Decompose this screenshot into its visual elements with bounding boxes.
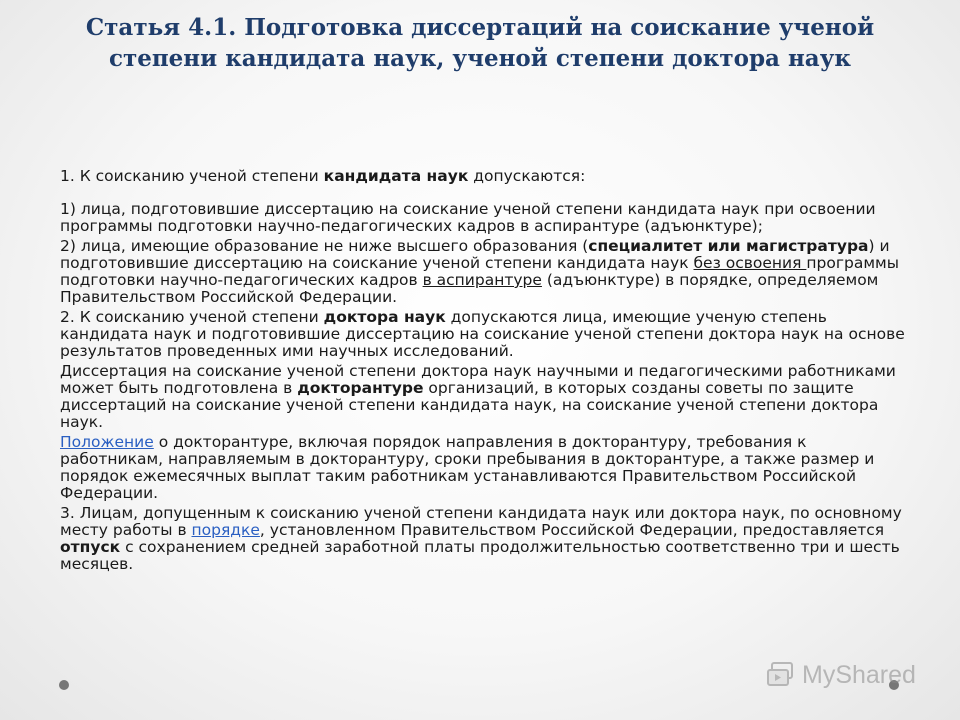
text-run: 1. К соисканию ученой степени	[60, 167, 324, 185]
text-run: допускаются лица, имеющие ученую степень кандидата наук и подготовившие диссертацию на соискание ученой степени доктора наук на основе результатов проведенных ими научных исследований.	[60, 308, 905, 360]
text-run: 2. К соисканию ученой степени	[60, 308, 324, 326]
text-run: Диссертация на соискание ученой степени доктора наук научными и педагогическими работниками может быть подготовлена в	[60, 362, 896, 397]
text-run: ) и подготовившие диссертацию на соискание ученой степени кандидата наук	[60, 237, 890, 272]
paragraph-item-1: 1) лица, подготовившие диссертацию на соискание ученой степени кандидата наук при освоении программы подготовки научно-педагогических кадров в аспирантуре (адъюнктуре);	[60, 200, 876, 235]
bold-run: кандидата наук	[323, 167, 469, 185]
page-title	[60, 12, 900, 74]
bold-run: доктора наук	[323, 308, 446, 326]
text-run: 2) лица, имеющие образование не ниже высшего образования (	[60, 237, 589, 255]
text-run: допускаются:	[468, 167, 586, 185]
bold-run: специалитет или магистратура	[588, 237, 869, 255]
paragraph-item-5	[60, 434, 908, 502]
underlined-run: в аспирантуре	[422, 271, 542, 289]
polozhenie-link[interactable]: Положение	[60, 433, 154, 451]
article-body	[60, 168, 908, 576]
text-run: (адъюнктуре) в порядке, определяемом Правительством Российской Федерации.	[60, 271, 879, 306]
underlined-run: без освоения	[693, 254, 807, 272]
poryadok-link[interactable]: порядке	[191, 521, 260, 539]
text-run: , установленном Правительством Российской Федерации, предоставляется	[259, 521, 885, 539]
text-run: с сохранением средней заработной платы продолжительностью соответственно три и шесть месяцев.	[60, 538, 900, 573]
paragraph-item-2	[60, 238, 908, 306]
bold-run: отпуск	[60, 538, 121, 556]
paragraph-item-3	[60, 309, 908, 360]
paragraph-intro	[60, 168, 908, 185]
watermark-logo-icon	[766, 660, 796, 690]
watermark-text: MyShared	[802, 660, 916, 689]
paragraph-item-6	[60, 505, 908, 573]
text-run: о докторантуре, включая порядок направления в докторантуру, требования к работникам, направляемым в докторантуру, сроки пребывания в докторантуре, а также размер и порядок ежемесячных выплат таким работникам устанавливаются Правительством Российской Федерации.	[60, 433, 875, 502]
title-line-2: степени кандидата наук, ученой степени доктора наук	[108, 45, 852, 72]
bold-run: докторантуре	[297, 379, 424, 397]
watermark	[766, 658, 916, 692]
text-run: 3. Лицам, допущенным к соисканию ученой степени кандидата наук или доктора наук, по основному месту работы в	[60, 504, 902, 539]
text-run: программы подготовки научно-педагогических кадров	[60, 254, 899, 289]
text-run: организаций, в которых созданы советы по защите диссертаций на соискание ученой степени кандидата наук, на соискание ученой степени доктора наук.	[60, 379, 879, 431]
decor-dot-left-icon	[59, 680, 69, 690]
title-line-1: Статья 4.1. Подготовка диссертаций на соискание ученой	[85, 14, 875, 41]
paragraph-item-4	[60, 363, 908, 431]
